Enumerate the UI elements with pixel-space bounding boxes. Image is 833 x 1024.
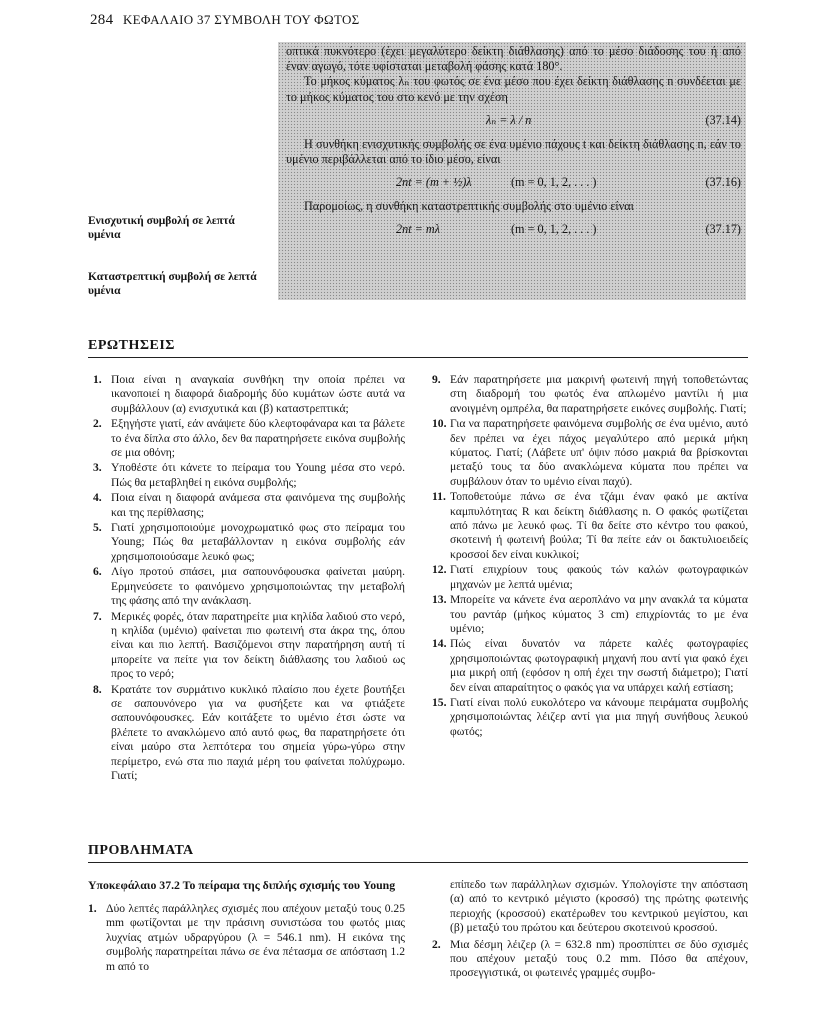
questions-column-right — [432, 373, 748, 740]
question-item — [432, 637, 748, 695]
equation-condition: (m = 0, 1, 2, . . . ) — [511, 222, 597, 237]
question-text: Μπορείτε να κάνετε ένα αεροπλάνο να μην ανακλά τα κύματα του ραντάρ (μήκος κύματος 3 cm) επιχρίοντάς το με ένα υμένιο; — [450, 593, 748, 635]
question-number: 7. — [93, 609, 102, 623]
question-item — [432, 490, 748, 562]
question-item — [93, 417, 405, 460]
margin-note-destructive: Καταστρεπτική συμβολή σε λεπτά υμένια — [88, 271, 257, 297]
question-number: 9. — [432, 373, 441, 386]
questions-heading: ΕΡΩΤΗΣΕΙΣ — [88, 338, 175, 353]
question-text: Τοποθετούμε πάνω σε ένα τζάμι έναν φακό με ακτίνα καμπυλότητας R και δείκτη διάθλασης n. Ο φακός φωτίζεται από πάνω με λευκό φως. Τί θα δείτε στο κέντρο του φακού, σκοτεινή ή φωτεινή βούλα; Τί θα πείτε εάν οι δακτυλιοειδείς κροσσοί δεν είναι κυκλικοί; — [450, 490, 748, 561]
question-text: Γιατί επιχρίουν τους φακούς τών καλών φωτογραφικών μηχανών με λεπτά υμένια; — [450, 563, 748, 591]
equation-condition: (m = 0, 1, 2, . . . ) — [511, 175, 597, 190]
questions-column-left — [93, 373, 405, 784]
question-text: Ποια είναι η διαφορά ανάμεσα στα φαινόμενα της συμβολής και της περίθλασης; — [111, 491, 405, 519]
problem-text: Μια δέσμη λέιζερ (λ = 632.8 nm) προσπίπτει σε δύο σχισμές που απέχουν μεταξύ τους 0.2 mm. Πόσο θα απέχουν, προσεγγιστικά, οι φωτεινές γραμμές συμβο- — [450, 937, 748, 980]
question-item — [93, 521, 405, 564]
equation-formula: λₙ = λ / n — [486, 112, 532, 127]
summary-paragraph: Παρομοίως, η συνθήκη καταστρεπτικής συμβολής στο υμένιο είναι — [304, 199, 634, 214]
equation-37-14 — [286, 108, 741, 134]
problem-text: Δύο λεπτές παράλληλες σχισμές που απέχουν μεταξύ τους 0.25 mm φωτίζονται με την πράσινη συνιστώσα του φωτός μιας λυχνίας ατμών υδραργύρου (λ = 546.1 nm). Η εικόνα της συμβολής παρατηρείται πάνω σε ένα πέτασμα σε απόσταση 1.2 m από το — [106, 902, 405, 973]
question-item — [93, 683, 405, 784]
question-number: 11. — [432, 490, 446, 504]
subsection-heading: Υποκεφάλαιο 37.2 Το πείραμα της διπλής σχισμής του Young — [88, 878, 396, 892]
problem-number: 2. — [432, 937, 441, 951]
question-item — [432, 373, 748, 416]
summary-paragraph: Η συνθήκη ενισχυτικής συμβολής σε ένα υμένιο πάχους t και δείκτη διάθλασης n, εάν το υμένιο περιβάλλεται από το ίδιο μέσο, είναι — [286, 136, 741, 167]
problems-heading: ΠΡΟΒΛΗΜΑΤΑ — [88, 843, 194, 858]
question-number: 15. — [432, 695, 447, 709]
running-title: ΚΕΦΑΛΑΙΟ 37 ΣΥΜΒΟΛΗ ΤΟΥ ΦΩΤΟΣ — [122, 12, 360, 27]
problem-text: επίπεδο των παράλληλων σχισμών. Υπολογίστε την απόσταση (α) από το κεντρικό μέγιστο (κροσσό) της πρώτης φωτεινής περιοχής (κροσσού) εκατέρωθεν του κεντρικού μεγίστου, και (β) μεταξύ του πρώτου και δεύτερου σκοτεινού κροσσού. — [450, 878, 748, 935]
section-divider — [88, 357, 748, 358]
question-number: 10. — [432, 417, 447, 431]
question-item — [93, 610, 405, 682]
question-item — [432, 563, 748, 592]
question-number: 13. — [432, 593, 447, 607]
problems-column-right — [432, 878, 748, 982]
question-number: 5. — [93, 521, 102, 535]
question-text: Λίγο προτού σπάσει, μια σαπουνόφουσκα φαίνεται μαύρη. Ερμηνεύσετε το φαινόμενο χρησιμοποιώντας την μεταβολή της φάσης από την ανάκλαση. — [111, 565, 405, 608]
question-item — [93, 461, 405, 490]
problem-number: 1. — [88, 902, 97, 915]
margin-note-constructive: Ενισχυτική συμβολή σε λεπτά υμένια — [88, 215, 235, 241]
question-item — [432, 696, 748, 739]
problems-column-left — [88, 878, 405, 975]
question-item — [432, 593, 748, 636]
question-item — [93, 373, 405, 416]
section-divider — [88, 862, 748, 863]
summary-box — [286, 44, 741, 246]
question-text: Ποια είναι η αναγκαία συνθήκη την οποία πρέπει να ικανοποιεί η διαφορά διαδρομής δύο κυμάτων ώστε αυτά να συμβάλλουν (α) ενισχυτικά και (β) καταστρεπτικά; — [111, 373, 405, 415]
question-number: 2. — [93, 417, 102, 431]
question-number: 12. — [432, 563, 447, 577]
question-number: 8. — [93, 682, 102, 696]
equation-37-16 — [286, 170, 741, 196]
question-text: Γιατί είναι πολύ ευκολότερο να κάνουμε πειράματα συμβολής χρησιμοποιώντας λέιζερ αντί για μια πηγή συνήθους λευκού φωτός; — [450, 695, 748, 738]
question-text: Πώς είναι δυνατόν να πάρετε καλές φωτογραφίες χρησιμοποιώντας φωτογραφική μηχανή που αντί για φακό έχει μια μικρή οπή (εφόσον η οπή έχει την σωστή διάμετρο); Γιατί δεν είναι απαραίτητος ο φακός για να υπάρχει καλή εστίαση; — [450, 637, 748, 694]
question-text: Κρατάτε τον συρμάτινο κυκλικό πλαίσιο που έχετε βουτήξει σε σαπουνόνερο για να φυσήξετε και να φτιάξετε σαπουνόφουσκες. Εάν κοιτάξετε το υμένιο έτσι ώστε να βλέπετε το ανακλώμενο από αυτό φως, θα παρατηρήσετε ότι είναι μαύρο στα λεπτότερα του σημεία γύρω-γύρω στην περίμετρο, ενώ στα πιο παχιά μέρη του φαίνεται πολύχρωμο. Γιατί; — [111, 682, 405, 782]
question-number: 14. — [432, 637, 447, 651]
summary-paragraph: οπτικά πυκνότερο (έχει μεγαλύτερο δείκτη διάθλασης) από το μέσο διάδοσης του ή από έναν αγωγό, τότε υφίσταται μεταβολή φάσης κατά 180°. — [286, 44, 741, 74]
question-text: Εξηγήστε γιατί, εάν ανάψετε δύο κλεφτοφάναρα και τα βάλετε το ένα δίπλα στο άλλο, δεν θα παρατηρήσετε εικόνα συμβολής σε μια οθόνη; — [111, 417, 405, 460]
question-number: 6. — [93, 565, 102, 579]
question-text: Υποθέστε ότι κάνετε το πείραμα του Young μέσα στο νερό. Πώς θα μεταβληθεί η εικόνα συμβολής; — [111, 461, 405, 489]
equation-formula: 2nt = mλ — [396, 222, 440, 237]
page-number: 284 — [90, 12, 114, 28]
equation-number: (37.14) — [705, 112, 741, 127]
equation-37-17 — [286, 217, 741, 243]
question-number: 1. — [93, 373, 102, 386]
question-item — [93, 491, 405, 520]
equation-number: (37.17) — [705, 222, 741, 237]
question-text: Μερικές φορές, όταν παρατηρείτε μια κηλίδα λαδιού στο νερό, η κηλίδα (υμένιο) φαίνεται πιο φωτεινή στα άκρα της, όπου είναι και πιο λεπτή. Βασιζόμενοι στην παρατήρηση αυτή τί μπορείτε να πείτε για τον δείκτη διάθλασης του λαδιού ως προς το νερό; — [111, 609, 405, 681]
summary-paragraph: Το μήκος κύματος λₙ του φωτός σε ένα μέσο που έχει δείκτη διάθλασης n συνδέεται με το μήκος κύματος του στο κενό με την σχέση — [286, 74, 741, 104]
question-item — [93, 565, 405, 608]
question-text: Γιατί χρησιμοποιούμε μονοχρωματικό φως στο πείραμα του Young; Πώς θα μεταβάλλονταν η εικόνα συμβολής εάν χρησιμοποιούσαμε λευκό φως; — [111, 521, 405, 563]
equation-formula: 2nt = (m + ½)λ — [396, 175, 472, 190]
equation-number: (37.16) — [705, 175, 741, 190]
problem-item — [88, 902, 405, 974]
page-header — [90, 12, 770, 29]
problem-continuation — [432, 878, 748, 936]
question-text: Για να παρατηρήσετε φαινόμενα συμβολής σε ένα υμένιο, αυτό δεν πρέπει να έχει πάχος μεγαλύτερο από μερικά μήκη κύματος. Γιατί; (Λάβετε υπ' όψιν πόσο μακριά θα βρίσκονται μεταξύ τους τα δύο ανακλώμενα κύματα που πρέπει να συμβάλουν όταν το υμένιο είναι παχύ). — [450, 417, 748, 488]
question-text: Εάν παρατηρήσετε μια μακρινή φωτεινή πηγή τοποθετώντας στη διαδρομή του φωτός ένα απλωμένο μαντίλι ή μια ανοιγμένη ομπρέλα, θα παρατηρήσετε εικόνες συμβολής. Γιατί; — [450, 373, 748, 415]
question-number: 3. — [93, 461, 102, 475]
question-number: 4. — [93, 491, 102, 505]
problem-item — [432, 938, 748, 981]
question-item — [432, 417, 748, 489]
